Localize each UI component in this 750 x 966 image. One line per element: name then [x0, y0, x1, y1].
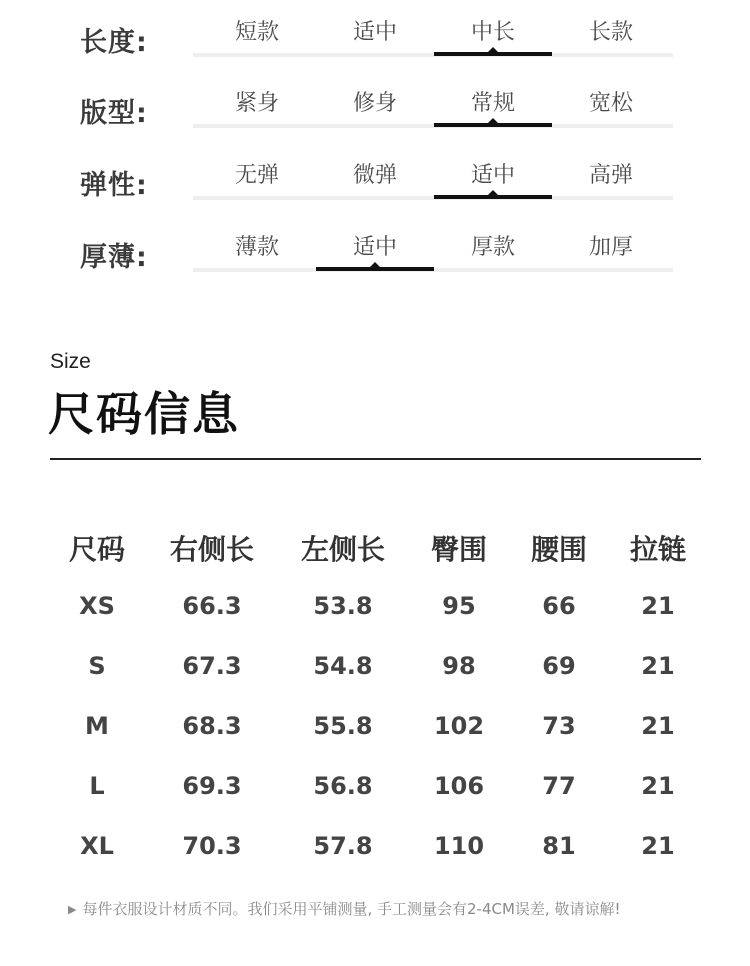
table-cell: 57.8 — [313, 832, 373, 860]
table-cell: 67.3 — [182, 652, 242, 680]
table-size-label: M — [85, 712, 109, 740]
attr-track-length — [193, 53, 673, 57]
table-size-label: S — [88, 652, 106, 680]
table-header: 尺码 — [68, 533, 126, 566]
table-cell: 68.3 — [182, 712, 242, 740]
attr-option-fit: 常规 — [470, 91, 515, 116]
table-cell: 66.3 — [182, 592, 242, 620]
attr-label-elasticity: 弹性: — [80, 170, 148, 201]
attr-option-thickness: 厚款 — [470, 235, 515, 260]
attr-selected-notch-icon — [488, 47, 498, 52]
attr-selected-notch-icon — [370, 262, 380, 267]
table-cell: 21 — [641, 652, 675, 680]
attr-selected-bar-thickness — [316, 267, 434, 271]
attr-option-thickness: 加厚 — [588, 235, 633, 260]
table-cell: 98 — [442, 652, 476, 680]
attr-option-elasticity: 微弹 — [352, 163, 397, 188]
attr-label-thickness: 厚薄: — [80, 242, 148, 273]
attr-track-fit — [193, 124, 673, 128]
attr-label-length: 长度: — [80, 27, 148, 58]
table-cell: 102 — [433, 712, 485, 740]
size-title-en: Size — [50, 350, 91, 373]
table-cell: 69 — [542, 652, 576, 680]
attr-option-elasticity: 无弹 — [234, 163, 279, 188]
table-header: 臀围 — [430, 533, 488, 566]
table-cell: 56.8 — [313, 772, 373, 800]
table-header: 右侧长 — [169, 533, 255, 566]
measurement-note-text: 每件衣服设计材质不同。我们采用平铺测量, 手工测量会有2-4CM误差, 敬请谅解! — [82, 900, 621, 918]
table-header: 腰围 — [530, 533, 588, 566]
table-header: 左侧长 — [300, 533, 386, 566]
section-divider — [50, 458, 701, 460]
table-cell: 21 — [641, 592, 675, 620]
attr-option-thickness: 薄款 — [234, 235, 279, 260]
table-cell: 21 — [641, 772, 675, 800]
attr-option-elasticity: 适中 — [470, 163, 515, 188]
table-cell: 110 — [433, 832, 485, 860]
table-cell: 53.8 — [313, 592, 373, 620]
attr-option-thickness: 适中 — [352, 235, 397, 260]
attr-option-fit: 宽松 — [588, 91, 633, 116]
attr-option-elasticity: 高弹 — [588, 163, 633, 188]
attr-label-fit: 版型: — [80, 98, 148, 129]
attr-selected-bar-elasticity — [434, 195, 552, 199]
table-cell: 95 — [442, 592, 476, 620]
table-size-label: L — [89, 772, 105, 800]
table-cell: 70.3 — [182, 832, 242, 860]
table-cell: 81 — [542, 832, 576, 860]
attr-option-length: 中长 — [470, 20, 515, 45]
attr-selected-notch-icon — [488, 118, 498, 123]
table-cell: 73 — [542, 712, 576, 740]
attr-option-fit: 修身 — [352, 91, 397, 116]
table-cell: 55.8 — [313, 712, 373, 740]
attr-option-length: 长款 — [588, 20, 633, 45]
attr-selected-notch-icon — [488, 190, 498, 195]
attr-option-length: 短款 — [234, 20, 279, 45]
table-cell: 21 — [641, 712, 675, 740]
table-size-label: XL — [80, 832, 114, 860]
table-cell: 66 — [542, 592, 576, 620]
attr-option-fit: 紧身 — [234, 91, 279, 116]
size-title-cn: 尺码信息 — [48, 387, 240, 441]
attr-selected-bar-fit — [434, 123, 552, 127]
attr-selected-bar-length — [434, 52, 552, 56]
attr-track-elasticity — [193, 196, 673, 200]
table-size-label: XS — [79, 592, 115, 620]
table-cell: 21 — [641, 832, 675, 860]
table-cell: 106 — [433, 772, 485, 800]
table-cell: 69.3 — [182, 772, 242, 800]
measurement-note — [68, 898, 620, 919]
attr-option-length: 适中 — [352, 20, 397, 45]
table-header: 拉链 — [629, 533, 687, 566]
triangle-right-icon: ▶ — [68, 903, 77, 916]
table-cell: 54.8 — [313, 652, 373, 680]
table-cell: 77 — [542, 772, 576, 800]
